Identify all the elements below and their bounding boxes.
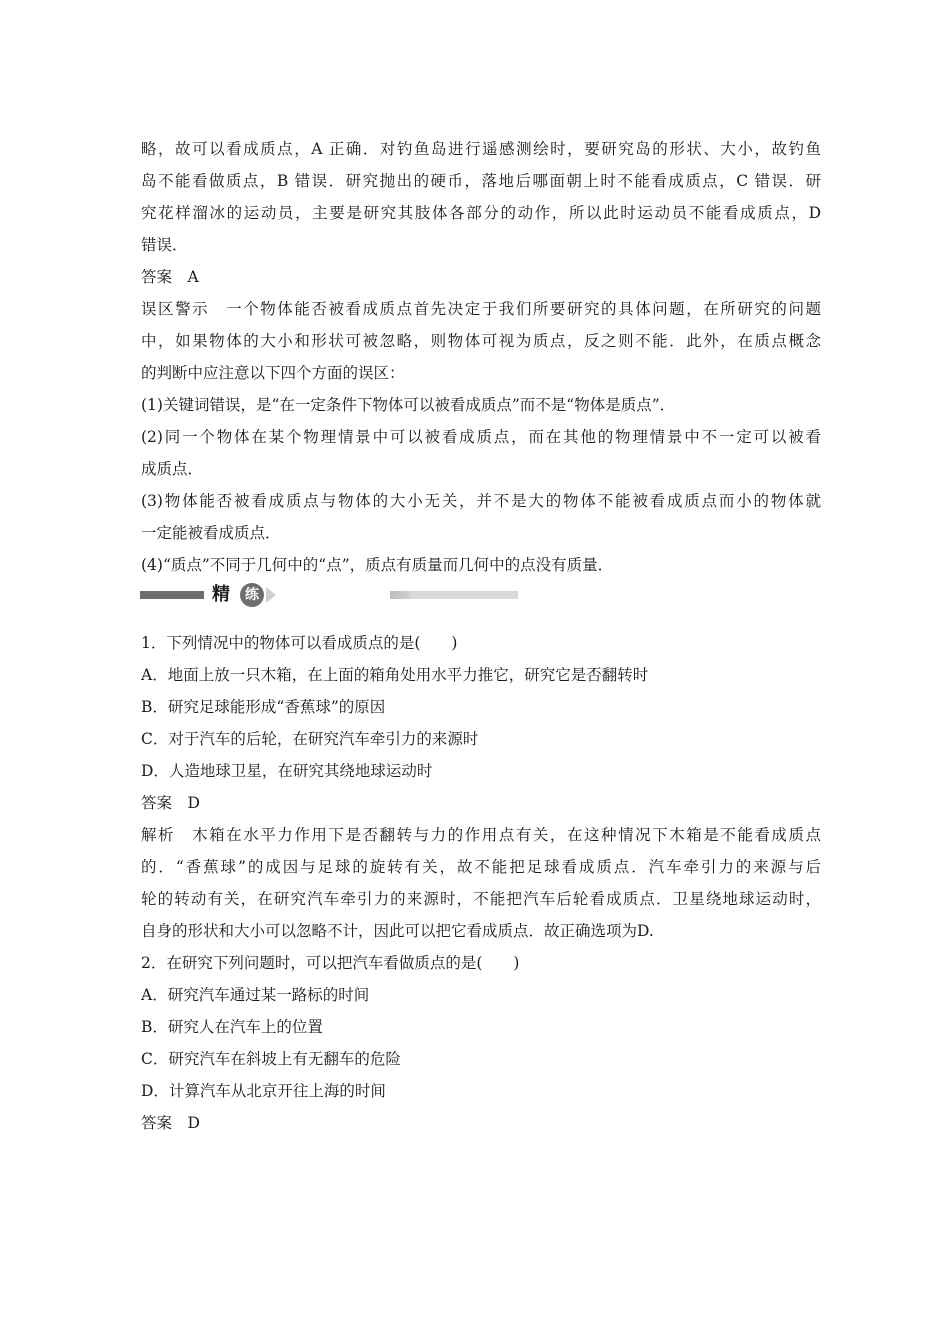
warning-line: 误区警示 一个物体能否被看成质点首先决定于我们所要研究的具体问题，在所研究的问题	[141, 300, 821, 318]
question-option: B．研究人在汽车上的位置	[141, 1018, 323, 1036]
question-option: C．研究汽车在斜坡上有无翻车的危险	[141, 1050, 401, 1068]
warning-item: 成质点．	[141, 460, 204, 478]
answer-text: 答案 A	[141, 268, 199, 286]
paragraph-line: 略，故可以看成质点，A 正确．对钓鱼岛进行遥感测绘时，要研究岛的形状、大小，故钓鱼	[141, 140, 821, 158]
answer-text: 答案 D	[141, 794, 200, 812]
warning-item: (2)同一个物体在某个物理情景中可以被看成质点，而在其他的物理情景中不一定可以被看	[141, 428, 821, 446]
question-stem: 2．在研究下列问题时，可以把汽车看做质点的是( )	[141, 954, 520, 972]
question-option: A．地面上放一只木箱，在上面的箱角处用水平力推它，研究它是否翻转时	[141, 666, 649, 684]
banner-circle-badge: 练	[240, 583, 264, 607]
analysis-line: 轮的转动有关，在研究汽车牵引力的来源时，不能把汽车后轮看成质点．卫星绕地球运动时，	[141, 890, 821, 908]
paragraph-line: 究花样溜冰的运动员，主要是研究其肢体各部分的动作，所以此时运动员不能看成质点，D	[141, 204, 821, 222]
warning-line: 中，如果物体的大小和形状可被忽略，则物体可视为质点，反之则不能．此外，在质点概念	[141, 332, 821, 350]
section-banner	[140, 583, 518, 607]
warning-item: (3)物体能否被看成质点与物体的大小无关，并不是大的物体不能被看成质点而小的物体就	[141, 492, 821, 510]
question-option: D．人造地球卫星，在研究其绕地球运动时	[141, 762, 433, 780]
banner-bar-left	[140, 591, 204, 599]
question-option: D．计算汽车从北京开往上海的时间	[141, 1082, 386, 1100]
question-option: B．研究足球能形成“香蕉球”的原因	[141, 698, 386, 716]
question-stem: 1．下列情况中的物体可以看成质点的是( )	[141, 634, 458, 652]
warning-item: 一定能被看成质点．	[141, 524, 281, 542]
paragraph-line: 错误．	[141, 236, 188, 254]
banner-title-char: 精	[212, 584, 230, 605]
banner-bar-right	[410, 591, 518, 599]
paragraph-line: 岛不能看做质点，B 错误．研究抛出的硬币，落地后哪面朝上时不能看成质点，C 错误．研	[141, 172, 821, 190]
warning-line: 的判断中应注意以下四个方面的误区：	[141, 364, 405, 382]
question-option: A．研究汽车通过某一路标的时间	[141, 986, 370, 1004]
analysis-line: 解析 木箱在水平力作用下是否翻转与力的作用点有关，在这种情况下木箱是不能看成质点	[141, 826, 821, 844]
analysis-line: 自身的形状和大小可以忽略不计，因此可以把它看成质点．故正确选项为D.	[141, 922, 654, 940]
answer-text: 答案 D	[141, 1114, 200, 1132]
warning-item: (4)“质点”不同于几何中的“点”，质点有质量而几何中的点没有质量．	[141, 556, 614, 574]
question-option: C．对于汽车的后轮，在研究汽车牵引力的来源时	[141, 730, 479, 748]
analysis-line: 的．“香蕉球”的成因与足球的旋转有关，故不能把足球看成质点．汽车牵引力的来源与后	[141, 858, 821, 876]
warning-item: (1)关键词错误，是“在一定条件下物体可以被看成质点”而不是“物体是质点”．	[141, 396, 676, 414]
banner-arrow-icon	[266, 587, 276, 603]
